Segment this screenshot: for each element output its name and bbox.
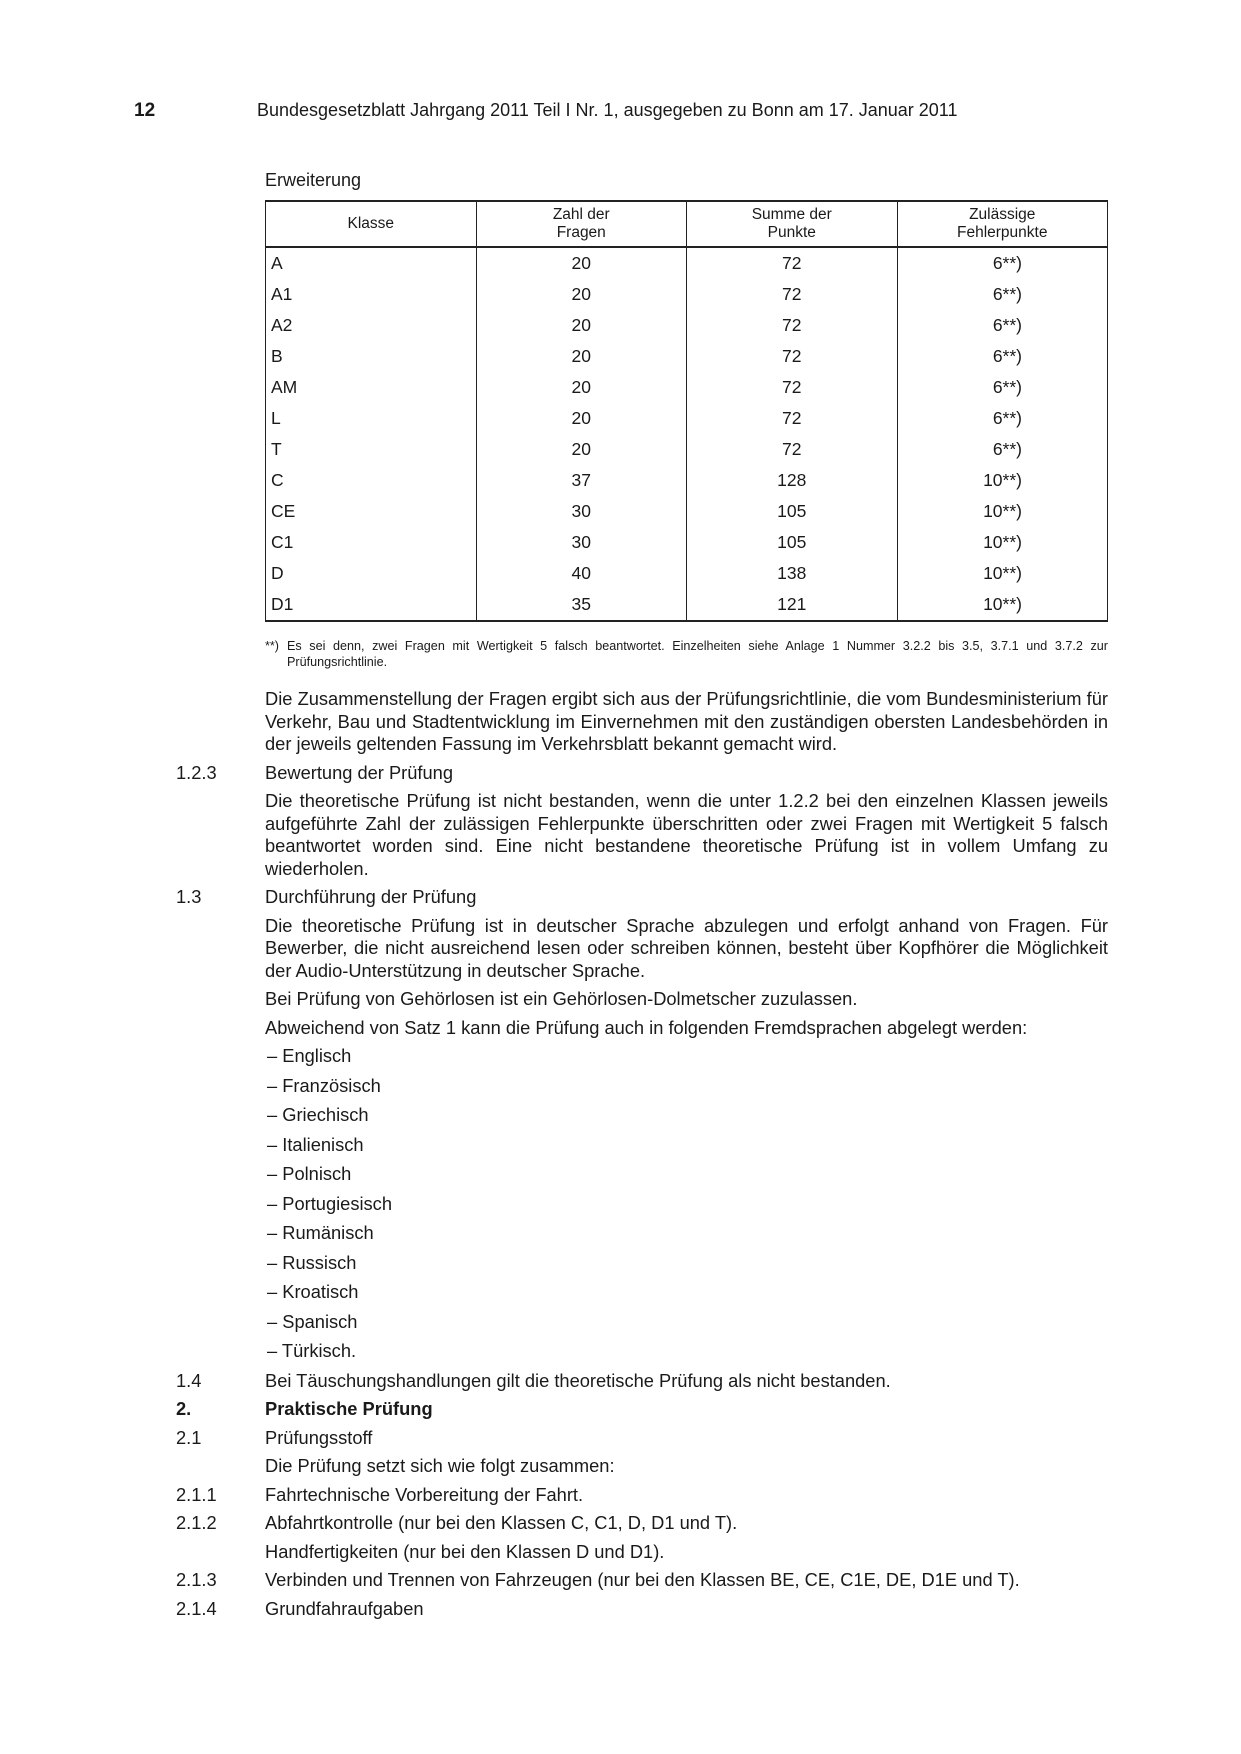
paragraph xyxy=(0,915,1241,983)
cell-fragen: 37 xyxy=(476,465,687,496)
list-item xyxy=(0,1193,1241,1216)
cell-klasse: A1 xyxy=(266,279,477,310)
column-header-fragen xyxy=(476,201,687,247)
section-heading-1-3 xyxy=(0,886,1241,909)
section-number: 2.1.2 xyxy=(176,1512,217,1533)
section-2-1-3 xyxy=(0,1569,1241,1592)
cell-fehlerpunkte: 10**) xyxy=(897,496,1108,527)
column-header-line: Summe der xyxy=(751,206,832,223)
table-row xyxy=(266,558,1108,589)
section-heading-2 xyxy=(0,1398,1241,1421)
section-number: 1.3 xyxy=(176,886,202,907)
section-text: Fahrtechnische Vorbereitung der Fahrt. xyxy=(265,1483,584,1505)
cell-fragen: 30 xyxy=(476,496,687,527)
section-title: Prüfungsstoff xyxy=(265,1426,373,1448)
section-number: 1.4 xyxy=(176,1369,202,1391)
cell-klasse: A xyxy=(266,247,477,279)
cell-klasse: C xyxy=(266,465,477,496)
list-item xyxy=(0,1104,1241,1127)
list-item xyxy=(0,1163,1241,1186)
footnote-text: Es sei denn, zwei Fragen mit Wertigkeit 5 falsch beantwortet. Einzelheiten siehe Anlage 1 Nummer 3.2.2 bis 3.5, 3.7.1 und 3.7.2 zur Prüfungsrichtlinie. xyxy=(287,639,1108,669)
section-2-1-1 xyxy=(0,1484,1241,1507)
table-caption: Erweiterung xyxy=(265,170,362,190)
list-item xyxy=(0,1252,1241,1275)
section-number: 2.1.4 xyxy=(176,1597,217,1619)
table-row xyxy=(266,434,1108,465)
table-header-row xyxy=(266,201,1108,247)
section-title: Praktische Prüfung xyxy=(265,1398,433,1419)
cell-fehlerpunkte: 10**) xyxy=(897,558,1108,589)
cell-punkte: 105 xyxy=(687,527,898,558)
cell-punkte: 72 xyxy=(687,434,898,465)
table-row xyxy=(266,279,1108,310)
table-row xyxy=(266,247,1108,279)
cell-fehlerpunkte: 10**) xyxy=(897,589,1108,621)
table-row xyxy=(266,403,1108,434)
document-body xyxy=(0,688,1241,1626)
list-item xyxy=(0,1075,1241,1098)
section-text: Grundfahraufgaben xyxy=(265,1597,424,1619)
footnote-marker: **) xyxy=(265,639,279,653)
section-title: Durchführung der Prüfung xyxy=(265,886,477,907)
cell-punkte: 72 xyxy=(687,279,898,310)
cell-punkte: 138 xyxy=(687,558,898,589)
cell-klasse: A2 xyxy=(266,310,477,341)
cell-fehlerpunkte: 10**) xyxy=(897,465,1108,496)
language-item: – Französisch xyxy=(267,1074,381,1096)
cell-fragen: 20 xyxy=(476,403,687,434)
cell-punkte: 105 xyxy=(687,496,898,527)
section-text: Bei Täuschungshandlungen gilt die theoretische Prüfung als nicht bestanden. xyxy=(265,1369,891,1391)
table-row xyxy=(266,527,1108,558)
paragraph-text: Die theoretische Prüfung ist in deutscher Sprache abzulegen und erfolgt anhand von Fragen. Für Bewerber, die nicht ausreichend lesen oder schreiben können, besteht über Kopfhörer die Möglichkeit der Audio-Unterstützung in deutscher Sprache. xyxy=(265,914,1108,981)
list-item xyxy=(0,1134,1241,1157)
paragraph-text: Die theoretische Prüfung ist nicht bestanden, wenn die unter 1.2.2 bei den einzelnen Klassen jeweils aufgeführte Zahl der zulässigen Fehlerpunkte überschritten oder zwei Fragen mit Wertigkeit 5 falsch beantwortet worden sind. Eine nicht bestandene theoretische Prüfung ist in vollem Umfang zu wiederholen. xyxy=(265,790,1108,879)
cell-fragen: 35 xyxy=(476,589,687,621)
paragraph xyxy=(0,1541,1241,1564)
section-heading-2-1 xyxy=(0,1427,1241,1450)
cell-fragen: 30 xyxy=(476,527,687,558)
cell-klasse: T xyxy=(266,434,477,465)
column-header-line: Fragen xyxy=(556,224,606,241)
paragraph-text: Die Prüfung setzt sich wie folgt zusammen: xyxy=(265,1455,615,1476)
list-item xyxy=(0,1340,1241,1363)
paragraph xyxy=(0,790,1241,880)
language-item: – Italienisch xyxy=(267,1133,364,1155)
table-footnote xyxy=(265,638,1108,670)
cell-fehlerpunkte: 6**) xyxy=(897,403,1108,434)
list-item xyxy=(0,1045,1241,1068)
list-item xyxy=(0,1281,1241,1304)
column-header-line: Punkte xyxy=(767,224,816,241)
language-item: – Polnisch xyxy=(267,1163,352,1184)
section-number: 2.1 xyxy=(176,1426,202,1448)
section-heading-1-2-3 xyxy=(0,762,1241,785)
cell-fehlerpunkte: 6**) xyxy=(897,434,1108,465)
cell-klasse: D1 xyxy=(266,589,477,621)
paragraph xyxy=(0,688,1241,756)
section-title: Bewertung der Prüfung xyxy=(265,761,454,783)
column-header-line: Fehlerpunkte xyxy=(957,224,1048,241)
cell-fragen: 20 xyxy=(476,434,687,465)
section-text: Abfahrtkontrolle (nur bei den Klassen C, C1, D, D1 und T). xyxy=(265,1512,738,1533)
cell-punkte: 72 xyxy=(687,310,898,341)
page-header xyxy=(0,100,1241,128)
cell-fragen: 20 xyxy=(476,341,687,372)
section-number: 2.1.1 xyxy=(176,1483,217,1505)
paragraph xyxy=(0,1017,1241,1040)
paragraph-text: Bei Prüfung von Gehörlosen ist ein Gehörlosen-Dolmetscher zuzulassen. xyxy=(265,988,858,1009)
cell-fehlerpunkte: 6**) xyxy=(897,372,1108,403)
cell-punkte: 72 xyxy=(687,341,898,372)
paragraph-text: Handfertigkeiten (nur bei den Klassen D und D1). xyxy=(265,1540,665,1562)
list-item xyxy=(0,1311,1241,1334)
paragraph xyxy=(0,1455,1241,1478)
cell-punkte: 72 xyxy=(687,372,898,403)
cell-fehlerpunkte: 6**) xyxy=(897,310,1108,341)
running-head: Bundesgesetzblatt Jahrgang 2011 Teil I Nr. 1, ausgegeben zu Bonn am 17. Januar 2011 xyxy=(257,100,958,120)
cell-klasse: C1 xyxy=(266,527,477,558)
column-header-fehlerpunkte xyxy=(897,201,1108,247)
cell-fragen: 20 xyxy=(476,279,687,310)
cell-fragen: 20 xyxy=(476,247,687,279)
table-row xyxy=(266,310,1108,341)
language-item: – Russisch xyxy=(267,1251,357,1273)
table-row xyxy=(266,341,1108,372)
cell-fehlerpunkte: 10**) xyxy=(897,527,1108,558)
column-header-klasse xyxy=(266,201,477,247)
section-number: 1.2.3 xyxy=(176,761,217,783)
table-row xyxy=(266,589,1108,621)
column-header-punkte xyxy=(687,201,898,247)
cell-punkte: 121 xyxy=(687,589,898,621)
section-1-4 xyxy=(0,1370,1241,1393)
cell-klasse: D xyxy=(266,558,477,589)
column-header-line: Zahl der xyxy=(552,206,610,223)
page-number: 12 xyxy=(134,100,156,121)
section-number: 2. xyxy=(176,1398,192,1419)
language-item: – Türkisch. xyxy=(267,1340,357,1361)
cell-fehlerpunkte: 6**) xyxy=(897,247,1108,279)
table-row xyxy=(266,496,1108,527)
pruefung-table xyxy=(265,200,1108,622)
cell-fehlerpunkte: 6**) xyxy=(897,341,1108,372)
section-text: Verbinden und Trennen von Fahrzeugen (nur bei den Klassen BE, CE, C1E, DE, D1E und T). xyxy=(265,1569,1020,1590)
cell-punkte: 72 xyxy=(687,247,898,279)
cell-klasse: L xyxy=(266,403,477,434)
cell-klasse: B xyxy=(266,341,477,372)
cell-fragen: 40 xyxy=(476,558,687,589)
cell-klasse: AM xyxy=(266,372,477,403)
paragraph-text: Abweichend von Satz 1 kann die Prüfung auch in folgenden Fremdsprachen abgelegt werden: xyxy=(265,1016,1028,1038)
section-2-1-2 xyxy=(0,1512,1241,1535)
list-item xyxy=(0,1222,1241,1245)
cell-fehlerpunkte: 6**) xyxy=(897,279,1108,310)
language-item: – Griechisch xyxy=(267,1104,369,1125)
paragraph xyxy=(0,988,1241,1011)
table-row xyxy=(266,465,1108,496)
table-row xyxy=(266,372,1108,403)
cell-fragen: 20 xyxy=(476,310,687,341)
section-number: 2.1.3 xyxy=(176,1569,217,1590)
column-header-line: Klasse xyxy=(347,215,395,232)
cell-klasse: CE xyxy=(266,496,477,527)
language-item: – Rumänisch xyxy=(267,1222,374,1243)
section-2-1-4 xyxy=(0,1598,1241,1621)
language-item: – Portugiesisch xyxy=(267,1192,392,1214)
cell-fragen: 20 xyxy=(476,372,687,403)
language-item: – Kroatisch xyxy=(267,1281,359,1302)
language-item: – Englisch xyxy=(267,1045,352,1066)
column-header-line: Zulässige xyxy=(969,206,1036,223)
cell-punkte: 72 xyxy=(687,403,898,434)
cell-punkte: 128 xyxy=(687,465,898,496)
language-item: – Spanisch xyxy=(267,1310,358,1332)
paragraph-text: Die Zusammenstellung der Fragen ergibt sich aus der Prüfungsrichtlinie, die vom Bundesministerium für Verkehr, Bau und Stadtentwicklung im Einvernehmen mit den zuständigen obersten Landesbehörden in der jeweils geltenden Fassung im Verkehrsblatt bekannt gemacht wird. xyxy=(265,688,1108,754)
